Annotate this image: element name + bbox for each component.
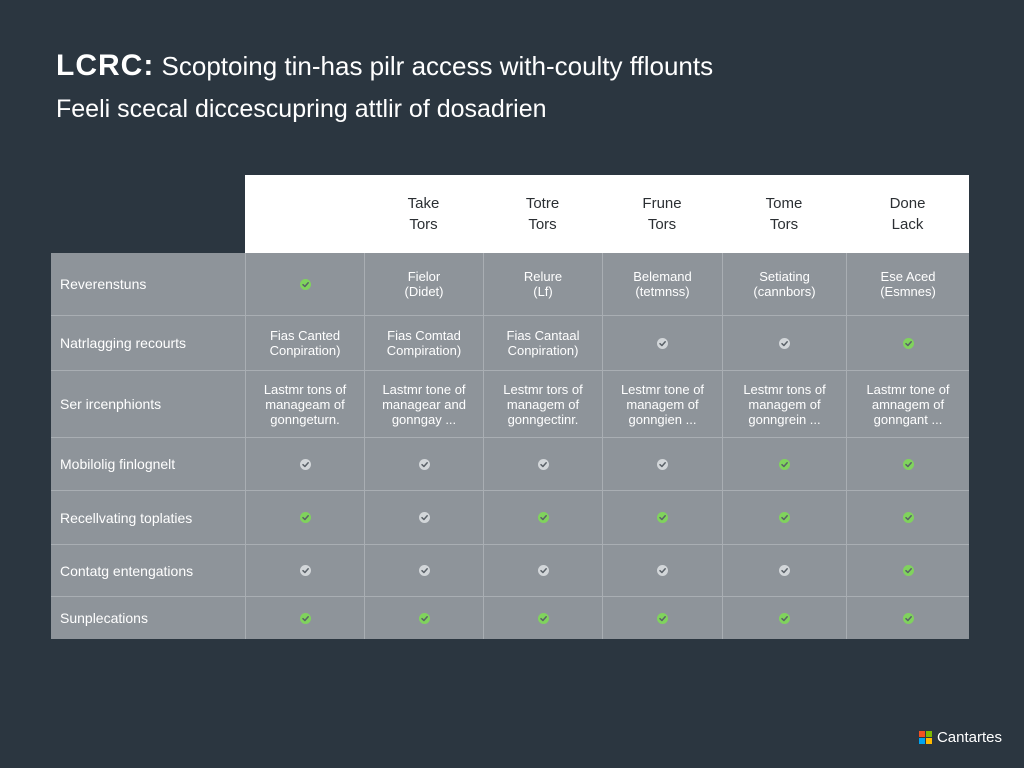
table-cell xyxy=(602,545,722,596)
table-cell xyxy=(483,597,602,639)
check-icon xyxy=(300,565,311,576)
table-cell xyxy=(483,545,602,596)
table-cell xyxy=(364,597,483,639)
table-cell xyxy=(364,316,483,370)
comparison-table xyxy=(51,175,969,639)
cell-text-line: managem of xyxy=(626,396,699,412)
check-icon xyxy=(657,565,668,576)
check-icon xyxy=(779,459,790,470)
page-title-text: Scoptoing tin-has pilr access with-coulty fflounts xyxy=(161,51,714,81)
cell-text-line: manageam of xyxy=(265,396,345,412)
table-cell xyxy=(483,316,602,370)
table-cell xyxy=(245,371,364,437)
table-cell xyxy=(846,316,969,370)
cell-text-line: Lestmr tons of xyxy=(743,381,826,397)
column-header xyxy=(483,175,602,253)
table-header-row xyxy=(51,175,969,253)
table-row xyxy=(51,370,969,437)
row-label: Reverenstuns xyxy=(60,276,147,292)
cell-text-line: Conpiration) xyxy=(507,343,579,358)
table-cell xyxy=(245,597,364,639)
check-icon xyxy=(300,613,311,624)
column-header-line: Take xyxy=(407,195,440,212)
footer-logo xyxy=(919,729,1002,746)
table-cell xyxy=(722,316,846,370)
check-icon xyxy=(538,613,549,624)
table-cell xyxy=(846,371,969,437)
check-icon xyxy=(657,459,668,470)
cell-text-line: gonngeturn. xyxy=(270,411,340,427)
table-cell xyxy=(846,597,969,639)
row-label: Recellvating toplaties xyxy=(60,509,193,526)
column-header xyxy=(846,175,969,253)
cell-text-line: Fias Comtad xyxy=(387,328,461,343)
table-cell xyxy=(722,597,846,639)
cell-text-line: Fias Cantaal xyxy=(506,328,580,343)
table-cell xyxy=(722,545,846,596)
check-icon xyxy=(903,459,914,470)
cell-text-line: Lestmr tors of xyxy=(503,381,583,397)
table-row xyxy=(51,596,969,639)
table-row xyxy=(51,437,969,490)
cell-text-line: Lastmr tone of xyxy=(866,381,950,397)
table-cell xyxy=(364,545,483,596)
cell-text-line: managem of xyxy=(748,396,821,412)
column-header xyxy=(602,175,722,253)
table-row xyxy=(51,315,969,370)
table-cell xyxy=(602,491,722,544)
check-icon xyxy=(300,279,311,290)
check-icon xyxy=(657,613,668,624)
check-icon xyxy=(538,459,549,470)
cell-text-line: Belemand xyxy=(633,269,692,284)
column-header-line: Done xyxy=(889,195,926,212)
check-icon xyxy=(419,459,430,470)
cell-text-line: Lastmr tone of xyxy=(382,381,466,397)
check-icon xyxy=(779,338,790,349)
column-header-line: Tors xyxy=(769,216,799,233)
table-cell xyxy=(483,438,602,490)
check-icon xyxy=(903,338,914,349)
row-label: Sunplecations xyxy=(60,610,148,626)
check-icon xyxy=(419,613,430,624)
cell-text-line: gonngien ... xyxy=(628,411,697,427)
table-cell xyxy=(846,545,969,596)
check-icon xyxy=(300,512,311,523)
table-cell xyxy=(245,438,364,490)
cell-text-line: Setiating xyxy=(759,269,810,284)
row-label: Contatg entengations xyxy=(60,562,194,579)
table-cell xyxy=(245,491,364,544)
check-icon xyxy=(779,565,790,576)
table-cell xyxy=(846,253,969,315)
table-cell xyxy=(602,597,722,639)
table-cell xyxy=(602,371,722,437)
table-row xyxy=(51,490,969,544)
cell-text-line: gonngant ... xyxy=(873,411,943,427)
table-cell xyxy=(602,438,722,490)
page-subtitle: Feeli scecal diccescupring attlir of dosadrien xyxy=(56,95,547,123)
table-cell xyxy=(846,438,969,490)
table-row xyxy=(51,253,969,315)
cell-text-line: Ese Aced xyxy=(880,269,936,284)
cell-text-line: managear and xyxy=(382,396,466,412)
table-cell xyxy=(483,253,602,315)
table-cell xyxy=(364,253,483,315)
cell-text-line: (cannbors) xyxy=(753,284,816,299)
check-icon xyxy=(300,459,311,470)
column-header-line: Tors xyxy=(528,216,557,233)
cell-text-line: Fias Canted xyxy=(269,328,341,343)
table-cell xyxy=(722,371,846,437)
cell-text-line: Relure xyxy=(523,269,563,284)
table-row xyxy=(51,544,969,596)
cell-text-line: Lastmr tons of xyxy=(263,381,347,397)
check-icon xyxy=(419,512,430,523)
column-header xyxy=(364,175,483,253)
cell-text-line: Lestmr tone of xyxy=(620,381,705,397)
column-header-line: Tome xyxy=(765,195,803,212)
table-cell xyxy=(245,545,364,596)
table-cell xyxy=(722,491,846,544)
check-icon xyxy=(779,512,790,523)
table-cell xyxy=(245,253,364,315)
check-icon xyxy=(419,565,430,576)
column-header-line: Tors xyxy=(409,216,438,233)
table-cell xyxy=(364,491,483,544)
cell-text-line: gonngay ... xyxy=(391,411,457,427)
cell-text-line: Conpiration) xyxy=(269,343,341,358)
table-cell xyxy=(602,316,722,370)
windows-logo-icon xyxy=(919,731,932,744)
column-header-line: Totre xyxy=(525,195,560,212)
row-label: Natrlagging recourts xyxy=(60,335,187,351)
cell-text-line: (Lf) xyxy=(533,284,553,299)
check-icon xyxy=(538,565,549,576)
table-cell xyxy=(364,371,483,437)
column-header-line: Tors xyxy=(647,216,677,233)
table-cell xyxy=(722,253,846,315)
cell-text-line: gonngrein ... xyxy=(748,411,821,427)
footer-logo-text: Cantartes xyxy=(936,729,1002,746)
cell-text-line: amnagem of xyxy=(871,396,945,412)
page-title xyxy=(56,48,713,84)
cell-text-line: (tetmnss) xyxy=(635,284,690,299)
table-cell xyxy=(483,491,602,544)
cell-text-line: gonngectinr. xyxy=(507,411,579,427)
row-label: Mobilolig finlognelt xyxy=(60,456,176,472)
cell-text-line: (Esmnes) xyxy=(880,284,936,299)
table-cell xyxy=(245,316,364,370)
cell-text-line: (Didet) xyxy=(404,284,444,299)
check-icon xyxy=(903,512,914,523)
check-icon xyxy=(903,613,914,624)
cell-text-line: managem of xyxy=(506,396,580,412)
table-body xyxy=(51,253,969,639)
table-cell xyxy=(364,438,483,490)
check-icon xyxy=(657,338,668,349)
check-icon xyxy=(779,613,790,624)
cell-text-line: Fielor xyxy=(407,269,441,284)
table-cell xyxy=(722,438,846,490)
cell-text-line: Compiration) xyxy=(386,343,462,358)
table-cell xyxy=(602,253,722,315)
row-label: Ser ircenphionts xyxy=(60,396,162,412)
column-header-line: Frune xyxy=(642,195,682,212)
page-title-brand: LCRC: xyxy=(56,49,155,82)
check-icon xyxy=(538,512,549,523)
column-header-line: Lack xyxy=(891,216,924,233)
table-cell xyxy=(483,371,602,437)
check-icon xyxy=(903,565,914,576)
table-cell xyxy=(846,491,969,544)
column-header xyxy=(722,175,846,253)
check-icon xyxy=(657,512,668,523)
